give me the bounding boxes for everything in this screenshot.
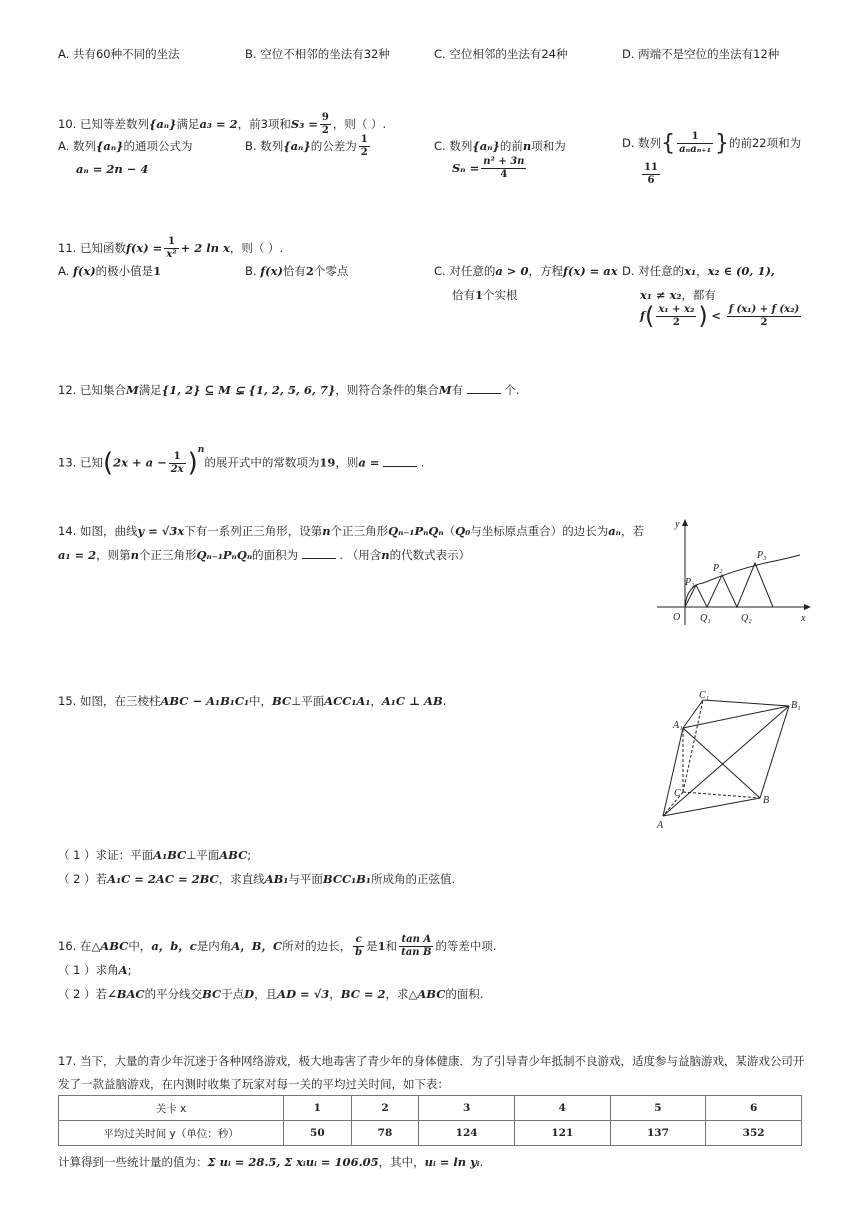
q12-stem: 12. 已知集合M满足{1, 2} ⊆ M ⊊ {1, 2, 5, 6, 7}，则符合条件的集合M有 个.	[58, 383, 520, 397]
q10-stem: 10. 已知等差数列{aₙ}满足a₃ = 2，前3项和S₃ = $\frac{9}{2}$ ，则（ ）.	[58, 112, 387, 136]
q17-line2: 发了一款益脑游戏，在内测时收集了玩家对每一关的平均过关时间，如下表：	[58, 1077, 449, 1091]
table-cell: 352	[706, 1121, 802, 1146]
q15-figure	[655, 688, 805, 833]
table-cell: 121	[514, 1121, 610, 1146]
q11-option-d-inequality: f( $\frac{\text{x₁ + x₂}}{2}$ ) < $\frac{\text{f (x₁) + f (x₂)}}{2}$	[640, 302, 800, 330]
q13-stem: 13. 已知(2x + a − $\frac{1}{2x}$ )$^n$的展开式中的常数项为19，则a = .	[58, 444, 425, 478]
q14-line1: 14. 如图，曲线y = √3x下有一系列正三角形，设第n个正三角形Qₙ₋₁PₙQₙ（Q₀与坐标原点重合）的边长为aₙ，若	[58, 524, 644, 538]
table-cell: 124	[419, 1121, 515, 1146]
q11-option-c: C. 对任意的a > 0，方程f(x) = ax	[434, 264, 618, 278]
q10-option-d-value: $\frac{11}{6}$	[644, 162, 658, 186]
q9-option-c: C. 空位相邻的坐法有24种	[434, 47, 568, 61]
fig14-label-x: x	[801, 613, 806, 624]
q15-stem: 15. 如图，在三棱柱ABC − A₁B₁C₁中，BC⊥平面ACC₁A₁，A₁C ⊥ AB.	[58, 694, 447, 708]
q10-option-d: D. 数列{ $\frac{1}{\text{aₙaₙ₊₁}}$ }的前22项和为	[622, 131, 802, 156]
q9-option-d: D. 两端不是空位的坐法有12种	[622, 47, 780, 61]
table-cell: 137	[610, 1121, 706, 1146]
q17-statistics: 计算得到一些统计量的值为：Σ uᵢ = 28.5, Σ xᵢuᵢ = 106.05，其中，uᵢ = ln yᵢ.	[58, 1155, 484, 1169]
q14-line2: a₁ = 2，则第n个正三角形Qₙ₋₁PₙQₙ的面积为 . （用含n的代数式表示）	[58, 548, 471, 562]
q12-answer-blank[interactable]	[467, 383, 501, 394]
q9-option-b: B. 空位不相邻的坐法有32种	[245, 47, 390, 61]
q15-part1: （ 1 ）求证：平面A₁BC⊥平面ABC;	[58, 848, 252, 862]
fig14-label-P1: P₁	[685, 577, 695, 588]
q13-answer-blank[interactable]	[383, 456, 417, 467]
fig14-label-y: y	[675, 519, 680, 530]
q9-option-a: A. 共有60种不同的坐法	[58, 47, 180, 61]
table-cell: 50	[284, 1121, 352, 1146]
q14-figure	[655, 515, 815, 630]
fig15-label-B: B	[763, 795, 770, 806]
fig15-label-C1: C₁	[699, 690, 710, 701]
q16-part2: （ 2 ）若∠BAC的平分线交BC于点D，且AD = √3，BC = 2，求△ABC的面积.	[58, 987, 484, 1001]
q10-option-a-formula: aₙ = 2n − 4	[76, 162, 149, 176]
q10-option-c-formula: Sₙ = $\frac{\text{n² + 3n}}{4}$	[452, 156, 525, 180]
fig14-label-Q1: Q₁	[700, 613, 711, 624]
table-header-x: 关卡 x	[59, 1096, 284, 1121]
table-cell: 78	[351, 1121, 419, 1146]
q11-option-a: A. f(x)的极小值是1	[58, 264, 162, 278]
table-header-y: 平均过关时间 y（单位：秒）	[59, 1121, 284, 1146]
q11-option-c-line2: 恰有1个实根	[452, 288, 518, 302]
fig14-label-Q2: Q₂	[741, 613, 752, 624]
q11-option-d: D. 对任意的x₁，x₂ ∈ (0, 1),	[622, 264, 775, 278]
fig14-label-P3: P₃	[757, 550, 767, 561]
q14-answer-blank[interactable]	[302, 548, 336, 559]
fig14-label-P2: P₂	[713, 563, 723, 574]
fig14-label-O: O	[673, 612, 681, 623]
table-cell: 4	[514, 1096, 610, 1121]
table-cell: 1	[284, 1096, 352, 1121]
table-cell: 3	[419, 1096, 515, 1121]
table-cell: 6	[706, 1096, 802, 1121]
q16-part1: （ 1 ）求角A;	[58, 963, 132, 977]
q10-option-a: A. 数列{aₙ}的通项公式为	[58, 139, 193, 153]
fig15-label-A: A	[657, 820, 664, 831]
q17-line1: 17. 当下，大量的青少年沉迷于各种网络游戏，极大地毒害了青少年的身体健康．为了引导青少年抵制不良游戏，适度参与益脑游戏，某游戏公司开	[58, 1054, 805, 1068]
q15-part2: （ 2 ）若A₁C = 2AC = 2BC，求直线AB₁与平面BCC₁B₁所成角的正弦值.	[58, 872, 456, 886]
fig15-label-C: C	[674, 788, 681, 799]
q10-option-c: C. 数列{aₙ}的前n项和为	[434, 139, 566, 153]
fig15-label-A1: A₁	[673, 720, 683, 731]
q10-option-b: B. 数列{aₙ}的公差为 $\frac{1}{2}$	[245, 134, 368, 158]
q11-option-b: B. f(x)恰有2个零点	[245, 264, 349, 278]
table-cell: 5	[610, 1096, 706, 1121]
q11-stem: 11. 已知函数f(x) = $\frac{1}{\text{x²}}$ + 2 ln x，则（ ）.	[58, 236, 284, 260]
q17-data-table	[58, 1095, 802, 1146]
q11-option-d-line2: x₁ ≠ x₂，都有	[640, 288, 716, 302]
table-row	[59, 1096, 802, 1121]
q16-stem: 16. 在△ABC中，a，b，c是内角A，B，C所对的边长， $\frac{c}{b}$ 是1和 $\frac{\text{tan A}}{\text{tan B}}$ 的等差中项.	[58, 934, 497, 958]
table-cell: 2	[351, 1096, 419, 1121]
table-row	[59, 1121, 802, 1146]
fig15-label-B1: B₁	[791, 700, 801, 711]
